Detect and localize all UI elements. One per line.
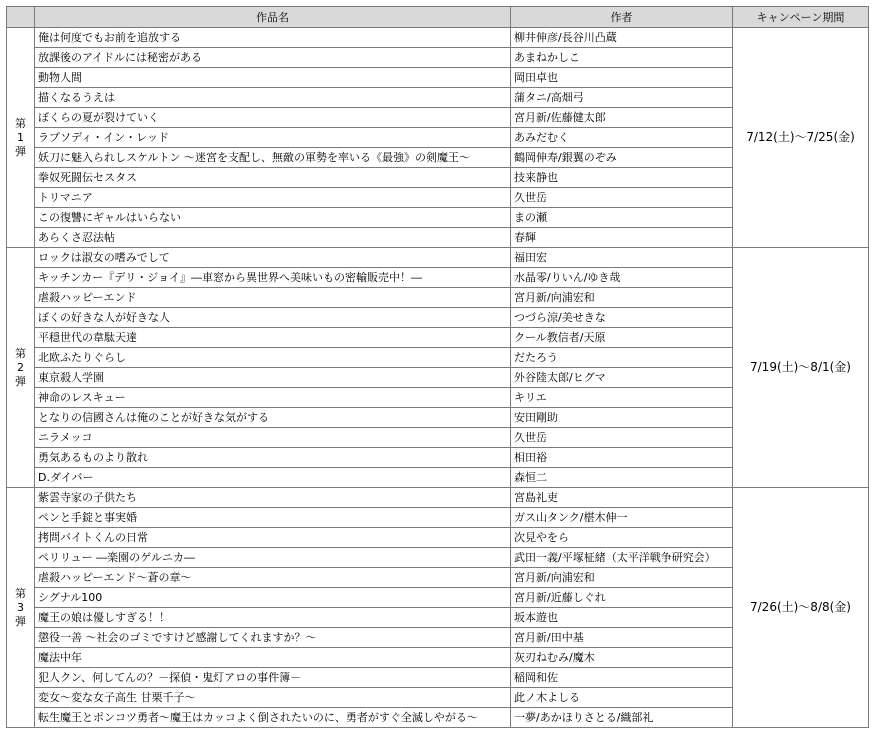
title-cell: 紫雲寺家の子供たち [35, 488, 511, 508]
campaign-period: 7/12(土)～7/25(金) [733, 28, 869, 248]
author-cell: 技来静也 [511, 168, 733, 188]
phase-label-char: 弾 [15, 614, 26, 628]
title-cell: 俺は何度でもお前を追放する [35, 28, 511, 48]
phase-label-char: 第 [15, 116, 26, 130]
title-cell: 拷問バイトくんの日常 [35, 528, 511, 548]
author-cell: 柳井伸彦/長谷川凸蔵 [511, 28, 733, 48]
phase-label-char: 弾 [15, 144, 26, 158]
author-cell: 宮月新/向浦宏和 [511, 568, 733, 588]
author-cell: キリエ [511, 388, 733, 408]
author-cell: あまねかしこ [511, 48, 733, 68]
campaign-period: 7/26(土)～8/8(金) [733, 488, 869, 728]
title-cell: 拳奴死闘伝セスタス [35, 168, 511, 188]
phase-label [7, 28, 35, 248]
title-cell: 神命のレスキュー [35, 388, 511, 408]
title-cell: 転生魔王とポンコツ勇者～魔王はカッコよく倒されたいのに、勇者がすぐ全滅しやがる～ [35, 708, 511, 728]
title-cell: 東京殺人学園 [35, 368, 511, 388]
title-cell: シグナル100 [35, 588, 511, 608]
author-cell: 宮月新/佐藤健太郎 [511, 108, 733, 128]
table-row [7, 488, 869, 508]
title-cell: 勇気あるものより散れ [35, 448, 511, 468]
author-cell: クール教信者/天原 [511, 328, 733, 348]
author-cell: だたろう [511, 348, 733, 368]
phase-label [7, 248, 35, 488]
author-cell: 福田宏 [511, 248, 733, 268]
title-cell: ペリリュー ―楽園のゲルニカ― [35, 548, 511, 568]
header-row [7, 7, 869, 28]
author-cell: 宮月新/近藤しぐれ [511, 588, 733, 608]
phase-label-char: 2 [17, 360, 24, 374]
author-cell: 蒲タニ/高畑弓 [511, 88, 733, 108]
author-cell: 久世岳 [511, 428, 733, 448]
title-cell: キッチンカー『デリ・ジョイ』―車窓から異世界へ美味いもの密輸販売中！― [35, 268, 511, 288]
author-cell: 此ノ木よしる [511, 688, 733, 708]
table-body [7, 28, 869, 728]
title-cell: 動物人間 [35, 68, 511, 88]
title-cell: 虐殺ハッピーエンド [35, 288, 511, 308]
phase-label-char: 3 [17, 600, 24, 614]
title-cell: あらくさ忍法帖 [35, 228, 511, 248]
title-cell: 変女～変な女子高生 甘栗千子～ [35, 688, 511, 708]
title-cell: 魔王の娘は優しすぎる！！ [35, 608, 511, 628]
title-cell: 虐殺ハッピーエンド～蒼の章～ [35, 568, 511, 588]
title-cell: ラプソディ・イン・レッド [35, 128, 511, 148]
author-cell: 久世岳 [511, 188, 733, 208]
author-cell: 坂本遊也 [511, 608, 733, 628]
title-cell: 魔法中年 [35, 648, 511, 668]
author-cell: 相田裕 [511, 448, 733, 468]
header-author: 作者 [511, 7, 733, 28]
campaign-period: 7/19(土)～8/1(金) [733, 248, 869, 488]
title-cell: ぼくらの夏が裂けていく [35, 108, 511, 128]
title-cell: 懲役一善 ～社会のゴミですけど感謝してくれますか？～ [35, 628, 511, 648]
author-cell: ガス山タンク/椹木伸一 [511, 508, 733, 528]
title-cell: トリマニア [35, 188, 511, 208]
phase-label-char: 弾 [15, 374, 26, 388]
author-cell: 稲岡和佐 [511, 668, 733, 688]
phase-label-char: 第 [15, 586, 26, 600]
title-cell: D.ダイバー [35, 468, 511, 488]
author-cell: 安田剛助 [511, 408, 733, 428]
author-cell: 春輝 [511, 228, 733, 248]
title-cell: 放課後のアイドルには秘密がある [35, 48, 511, 68]
phase-label [7, 488, 35, 728]
title-cell: 描くなるうえは [35, 88, 511, 108]
title-cell: ニラメッコ [35, 428, 511, 448]
header-title: 作品名 [35, 7, 511, 28]
author-cell: 外谷陸太郎/ヒグマ [511, 368, 733, 388]
table-row [7, 248, 869, 268]
phase-label-char: 1 [17, 130, 24, 144]
author-cell: 水晶零/りいん/ゆき哉 [511, 268, 733, 288]
title-cell: ペンと手錠と事実婚 [35, 508, 511, 528]
author-cell: 鶴岡伸寿/銀翼のぞみ [511, 148, 733, 168]
header-period: キャンペーン期間 [733, 7, 869, 28]
author-cell: 次見やをら [511, 528, 733, 548]
author-cell: まの瀬 [511, 208, 733, 228]
title-cell: ぼくの好きな人が好きな人 [35, 308, 511, 328]
author-cell: 一夢/あかほりさとる/織部礼 [511, 708, 733, 728]
header-blank [7, 7, 35, 28]
author-cell: 宮月新/向浦宏和 [511, 288, 733, 308]
author-cell: 宮島礼吏 [511, 488, 733, 508]
title-cell: 北欧ふたりぐらし [35, 348, 511, 368]
author-cell: 岡田卓也 [511, 68, 733, 88]
author-cell: あみだむく [511, 128, 733, 148]
author-cell: 宮月新/田中基 [511, 628, 733, 648]
title-cell: 犯人クン、何してんの？－探偵・鬼灯アロの事件簿－ [35, 668, 511, 688]
table-row [7, 28, 869, 48]
author-cell: 武田一義/平塚柾緒（太平洋戦争研究会） [511, 548, 733, 568]
title-cell: となりの信國さんは俺のことが好きな気がする [35, 408, 511, 428]
author-cell: 灰刃ねむみ/魔木 [511, 648, 733, 668]
title-cell: ロックは淑女の嗜みでして [35, 248, 511, 268]
title-cell: 妖刀に魅入られしスケルトン ～迷宮を支配し、無敵の軍勢を率いる《最強》の剣魔王～ [35, 148, 511, 168]
author-cell: 森恒二 [511, 468, 733, 488]
author-cell: つづら涼/美せきな [511, 308, 733, 328]
title-cell: 平穏世代の韋駄天達 [35, 328, 511, 348]
title-cell: この復讐にギャルはいらない [35, 208, 511, 228]
phase-label-char: 第 [15, 346, 26, 360]
campaign-table [6, 6, 869, 728]
